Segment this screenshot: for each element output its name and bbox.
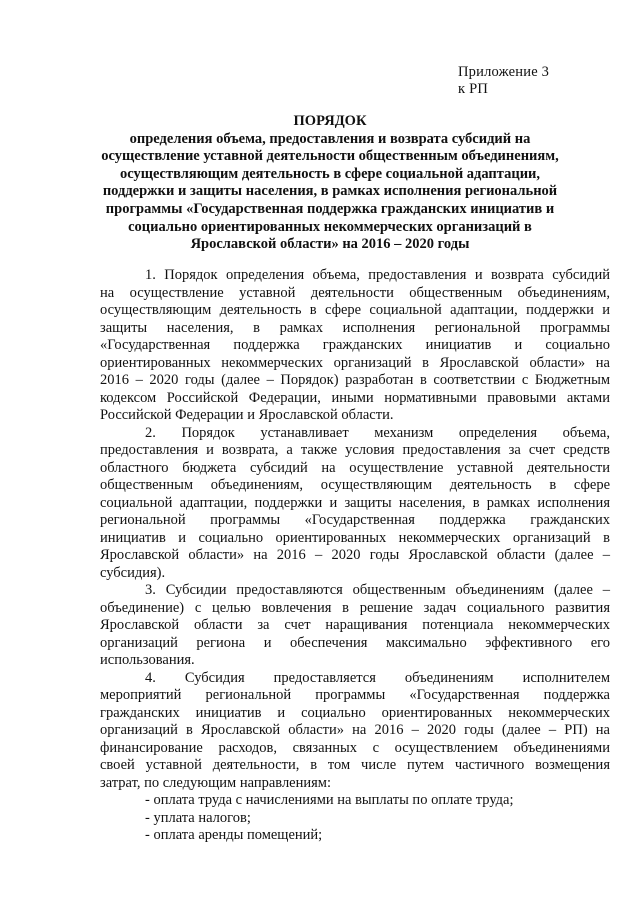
paragraph-2-line: инициатив и социально ориентированных некоммерческих организаций в [100,529,610,546]
appendix-reference: к РП [458,81,489,97]
appendix-label [458,64,549,98]
paragraph-1-line: 2016 – 2020 годы (далее – Порядок) разработан в соответствии с Бюджетным [100,372,610,388]
paragraph-2-line: предоставления и возврата, а также условия предоставления за счет средств [100,442,610,458]
paragraph-4-line: затрат, по следующим направлениям: [100,774,332,791]
title-line: осуществление уставной деятельности общественным объединениям, [101,148,559,165]
paragraph-3-line: Ярославской области за счет наращивания потенциала некоммерческих [100,617,610,633]
paragraph-1-line: осуществляющим деятельность в сфере социальной адаптации, поддержки и [100,302,610,318]
paragraph-4-line: гражданских инициатив и социально ориентированных некоммерческих [100,704,610,721]
paragraph-4-line: 4. Субсидия предоставляется объединениям исполнителем [145,669,610,686]
paragraph-1-line: 1. Порядок определения объема, предоставления и возврата субсидий [145,267,610,283]
title-heading: ПОРЯДОК [293,113,367,129]
appendix-number: Приложение 3 [458,64,550,80]
paragraph-1-line: кодексом Российской Федерации, иными нормативными правовыми актами [100,389,610,406]
paragraph-2-line: региональной программы «Государственная поддержка гражданских [100,512,610,528]
paragraph-4-line: финансирование расходов, связанных с осуществлением объединениями [100,739,610,756]
paragraph-1-line: Российской Федерации и Ярославской области. [100,407,394,423]
paragraph-2-line: Ярославской области» на 2016 – 2020 годы Ярославской области (далее – [100,547,610,563]
paragraph-1-line: защиты населения, в рамках исполнения региональной программы [100,319,610,336]
document-title [100,113,560,254]
list-item: - оплата труда с начислениями на выплаты по оплате труда; [145,792,514,808]
list-item: - оплата аренды помещений; [145,827,323,843]
paragraph-3-line: объединение) с целью вовлечения в решение задач социального развития [100,599,610,616]
title-line: осуществляющим деятельность в сфере социальной адаптации, [119,165,541,182]
paragraph-3-line: 3. Субсидии предоставляются общественным объединениям (далее – [145,582,610,598]
paragraph-3-line: организаций региона и обеспечения максимально эффективного его [100,634,610,651]
paragraph-1-line: «Государственная поддержка гражданских инициатив и социально [100,337,610,353]
title-line: программы «Государственная поддержка гражданских инициатив и [105,200,555,217]
paragraph-3-line: использования. [100,652,195,668]
title-line: Ярославской области» на 2016 – 2020 годы [190,236,470,253]
paragraph-1-line: ориентированных некоммерческих организаций в Ярославской области» на [100,354,610,371]
document-body [100,267,610,845]
list-item: - уплата налогов; [145,809,251,826]
paragraph-2-line: 2. Порядок устанавливает механизм определения объема, [145,424,610,441]
title-line: поддержки и защиты населения, в рамках исполнения региональной [102,183,558,200]
paragraph-2-line: субсидия). [100,564,166,581]
title-line: определения объема, предоставления и возврата субсидий на [129,130,531,147]
paragraph-4-line: организаций в Ярославской области» на 2016 – 2020 годы (далее – РП) на [100,722,610,738]
paragraph-4-line: своей уставной деятельности, в том числе путем частичного возмещения [100,757,610,773]
title-line: социально ориентированных некоммерческих организаций в [128,218,532,235]
paragraph-2-line: общественным объединениям, осуществляющим деятельность в сфере [100,477,610,493]
paragraph-4-line: мероприятий региональной программы «Государственная поддержка [100,687,610,703]
paragraph-1-line: на осуществление уставной деятельности общественным объединениям, [100,284,610,301]
paragraph-2-line: областного бюджета субсидий на осуществление уставной деятельности [100,459,610,476]
paragraph-2-line: социальной адаптации, поддержки и защиты населения, в рамках исполнения [100,494,610,511]
